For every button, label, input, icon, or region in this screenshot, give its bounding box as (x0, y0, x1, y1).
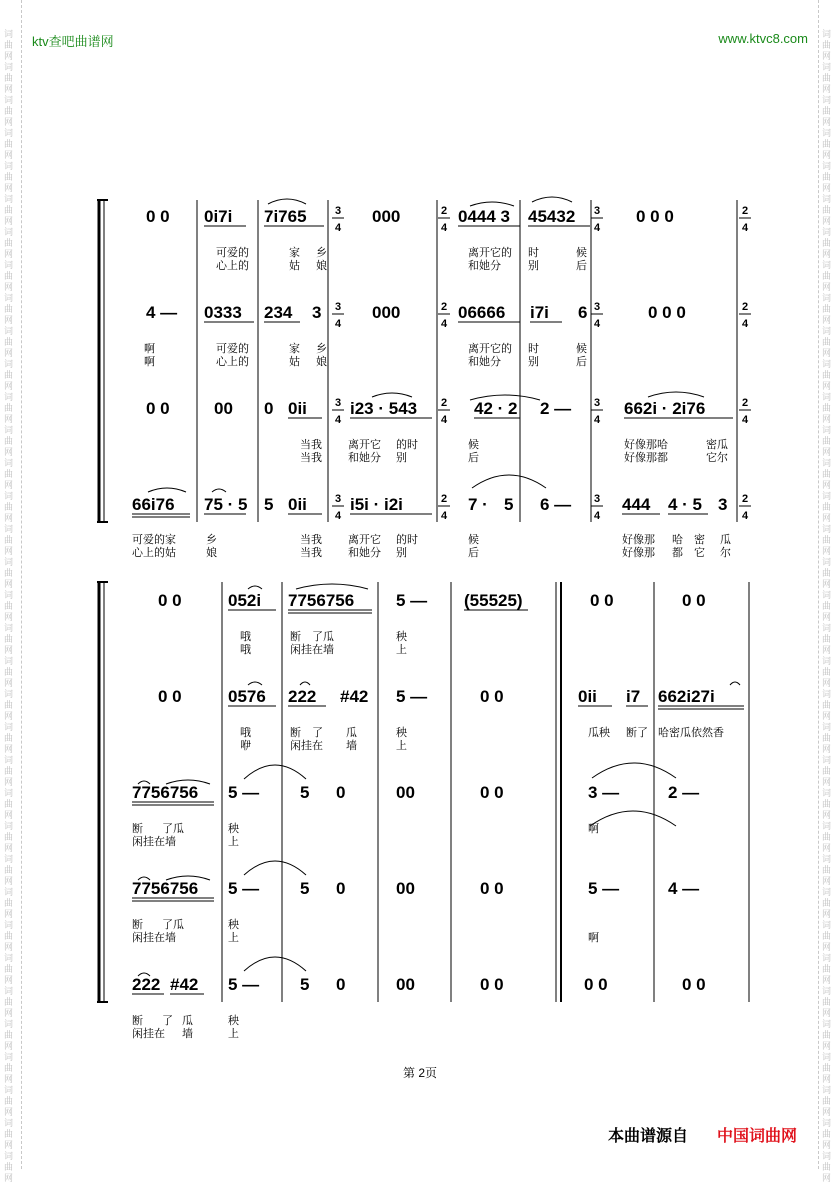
system1-staff4-lyric1-2: 乡 (206, 534, 217, 546)
system1-staff2-note-2: 0333 (204, 303, 242, 322)
system2-staff5-lyric1-3: 瓜 (182, 1015, 193, 1027)
system2-staff2-note-7: 0ii (578, 687, 597, 706)
system1-staff2-lyric2-5: 和她分 (468, 356, 501, 368)
system1-staff1-lyric2-3: 娘 (316, 260, 327, 272)
slur-arc (268, 199, 306, 204)
system1-staff2-lyric1-4: 乡 (316, 343, 327, 355)
system1-staff4-time-bottom: 4 (440, 510, 448, 522)
system2-staff3-lyric1-1: 断 (132, 823, 143, 835)
right-watermark: 词曲网词曲网词曲网词曲网词曲网词曲网词曲网词曲网词曲网词曲网词曲网词曲网词曲网词曲网词曲网词曲网词曲网词曲网词曲网词曲网词曲网词曲网词曲网词曲网词曲网词曲网词曲网词曲网词曲网词曲网词曲网词曲网词曲网词曲网词曲网 (822, 30, 832, 1184)
system1-staff3-time-top: 3 (334, 397, 342, 409)
system2-staff1-lyric2-3: 上 (396, 644, 407, 656)
system1-staff2-time-top: 2 (440, 301, 448, 313)
system1-staff3-lyric2-1: 当我 (300, 452, 322, 464)
system2-staff4-lyric2-1: 闲挂在墙 (132, 932, 176, 944)
system2-staff5-lyric2-3: 上 (228, 1028, 239, 1040)
system2-staff3-note-1: 7756756 (132, 783, 199, 802)
system2-staff3-note-6: 0 0 (480, 783, 504, 802)
system2-staff1-note-7: 0 0 (682, 591, 706, 610)
system1-staff4-lyric2-10: 尔 (720, 547, 731, 559)
system1-staff4-time-bottom: 4 (334, 510, 342, 522)
system2-staff2-lyric1-4: 瓜 (346, 727, 357, 739)
slur-arc (244, 957, 306, 971)
footer-source-label: 本曲谱源自 (608, 1128, 689, 1145)
system2-staff5-lyric1-4: 秧 (228, 1015, 239, 1027)
slur-arc (532, 197, 572, 202)
system2-staff2-note-6: 0 0 (480, 687, 504, 706)
system2-staff3-note-2: 5 — (228, 783, 260, 802)
system2-staff2-note-4: #42 (340, 687, 369, 706)
system2-staff4-lyric2-3: 啊 (588, 932, 599, 944)
system2-staff4-lyric1-2: 了瓜 (162, 919, 184, 931)
system2-staff4-lyric2-2: 上 (228, 932, 239, 944)
system1-staff3-lyric2-5: 好像那都 (624, 452, 668, 464)
system2-staff4-lyric1-1: 断 (132, 919, 143, 931)
system1-staff1-lyric1-5: 时 (528, 247, 539, 259)
system1-staff1-lyric2-5: 别 (528, 260, 539, 272)
system2-staff1-note-3: 7756756 (288, 591, 355, 610)
system2-staff5-lyric1-1: 断 (132, 1015, 143, 1027)
system1-staff2-time-top: 2 (741, 301, 749, 313)
system1-staff3-note-2: 00 (214, 399, 233, 418)
system1-staff4-lyric2-1: 心上的姑 (132, 547, 176, 559)
system1-staff2-note-3: 234 (264, 303, 293, 322)
system2-staff4-note-6: 0 0 (480, 879, 504, 898)
page-number: 第 2页 (402, 1066, 437, 1080)
system2-staff2-lyric2-1: 咿 (240, 740, 251, 752)
system1-staff3-time-top: 2 (741, 397, 749, 409)
system2-staff1-lyric2-2: 闲挂在墙 (290, 644, 334, 656)
system1-staff3-note-8: 42 · 2 (474, 399, 518, 418)
system1-staff3-lyric1-5: 好像那哈 (624, 439, 668, 451)
system1-staff1-time-bottom: 4 (741, 222, 749, 234)
system1-staff4-time-bottom: 4 (741, 510, 749, 522)
system1-staff4-lyric1-9: 密 (694, 534, 705, 546)
system1-staff2-note-10: 6 (578, 303, 588, 322)
system2-staff3-lyric2-1: 闲挂在墙 (132, 836, 176, 848)
system2-staff1-note-6: 0 0 (590, 591, 614, 610)
system2-staff2-lyric1-6: 瓜秧 (588, 727, 610, 739)
system2-staff2-note-5: 5 — (396, 687, 428, 706)
slur-arc (590, 811, 676, 826)
system1-staff3-note-9: 2 — (540, 399, 572, 418)
system1-staff3-time-bottom: 4 (440, 414, 448, 426)
slur-arc (248, 586, 262, 589)
system1-staff2-note-4: 3 (312, 303, 322, 322)
system1-staff4-lyric2-2: 娘 (206, 547, 217, 559)
system2-staff4-note-8: 4 — (668, 879, 700, 898)
system1-staff1-time-bottom: 4 (440, 222, 448, 234)
system1-staff2-lyric2-7: 后 (576, 356, 587, 368)
slur-arc (244, 861, 306, 875)
slur-arc (296, 584, 368, 589)
system2-staff3-note-5: 00 (396, 783, 415, 802)
system2-staff2-note-8: i7 (626, 687, 641, 706)
system2-staff4-note-3: 5 (300, 879, 310, 898)
system1-staff4-note-1: 66i76 (132, 495, 175, 514)
system2-staff2-lyric2-3: 墙 (346, 740, 357, 752)
system1-staff3-lyric2-6: 它尔 (706, 452, 728, 464)
system1-staff2-time-bottom: 4 (741, 318, 749, 330)
system1-staff2-note-6: 000 (372, 303, 401, 322)
system1-staff1-lyric1-6: 候 (576, 247, 587, 259)
system1-staff3-lyric1-2: 离开它 (348, 439, 381, 451)
system2-staff2-lyric1-3: 了 (312, 727, 323, 739)
system2-staff2-lyric1-7: 断了 (626, 727, 648, 739)
system1-staff4-note-6: i5i · i2i (350, 495, 403, 514)
slur-arc (372, 393, 412, 397)
system2-staff5-note-5: 0 (336, 975, 346, 994)
system1-staff4-time-top: 3 (334, 493, 342, 505)
system2-staff2-lyric2-4: 上 (396, 740, 407, 752)
system2-staff3-note-8: 2 — (668, 783, 700, 802)
system1-staff4-lyric2-5: 别 (396, 547, 407, 559)
system1-staff1-time-top: 2 (440, 205, 448, 217)
system1-staff1-time-top: 3 (593, 205, 601, 217)
system1-staff4-lyric2-3: 当我 (300, 547, 322, 559)
system1-staff4-note-12: 444 (622, 495, 651, 514)
system1-staff2-time-bottom: 4 (334, 318, 342, 330)
system1-staff1-lyric2-4: 和她分 (468, 260, 501, 272)
system1-staff3-lyric2-4: 后 (468, 452, 479, 464)
system1-staff3-lyric1-3: 的时 (396, 439, 418, 451)
system1-staff3-time-top: 2 (440, 397, 448, 409)
system2-staff2-lyric1-8: 哈密瓜依然香 (658, 727, 724, 739)
system1-staff4-lyric2-4: 和她分 (348, 547, 381, 559)
system2-staff4-lyric1-3: 秧 (228, 919, 239, 931)
system1-staff3-time-top: 3 (593, 397, 601, 409)
system2-staff1-note-4: 5 — (396, 591, 428, 610)
slur-arc (472, 475, 546, 488)
system1-staff2-lyric2-6: 别 (528, 356, 539, 368)
system1-staff3-lyric2-2: 和她分 (348, 452, 381, 464)
system1-staff1-note-5: 000 (372, 207, 401, 226)
system1-staff1-lyric1-2: 家 (289, 247, 300, 259)
slur-arc (248, 682, 262, 685)
system1-staff4-time-top: 2 (440, 493, 448, 505)
system1-staff4-lyric2-8: 都 (672, 547, 683, 559)
system2-staff2-lyric1-1: 哦 (240, 727, 251, 739)
system1-staff1-time-bottom: 4 (593, 222, 601, 234)
system1-staff4-lyric1-5: 的时 (396, 534, 418, 546)
system1-staff1-note-1: 0 0 (146, 207, 170, 226)
system2-staff5-note-4: 5 (300, 975, 310, 994)
system2-staff4-note-5: 00 (396, 879, 415, 898)
system1-staff1-time-top: 2 (741, 205, 749, 217)
system1-staff1-lyric2-6: 后 (576, 260, 587, 272)
system2-staff5-note-3: 5 — (228, 975, 260, 994)
header-site-name: ktv查吧曲谱网 (32, 34, 114, 49)
system1-staff4-note-9: 5 (504, 495, 514, 514)
system1-staff3-lyric1-6: 密瓜 (706, 439, 728, 451)
system1-staff1-lyric2-2: 姑 (289, 260, 300, 272)
system1-staff4-note-4: 0ii (288, 495, 307, 514)
system2-staff4-note-4: 0 (336, 879, 346, 898)
system1-staff1-note-7: 0444 3 (458, 207, 510, 226)
system1-staff1-lyric2-1: 心上的 (216, 260, 249, 272)
system2-staff3-note-7: 3 — (588, 783, 620, 802)
system2-staff2-lyric1-2: 断 (290, 727, 301, 739)
system2-staff1-note-2: 052i (228, 591, 262, 610)
system2-staff3-lyric1-4: 啊 (588, 823, 599, 835)
system1-staff2-time-top: 3 (593, 301, 601, 313)
system1-staff3-time-bottom: 4 (741, 414, 749, 426)
system1-staff2-lyric2-3: 姑 (289, 356, 300, 368)
system2-staff1-lyric1-2: 断 (290, 631, 301, 643)
system1-staff2-lyric2-4: 娘 (316, 356, 327, 368)
system2-staff1-note-1: 0 0 (158, 591, 182, 610)
system2-staff5-lyric2-1: 闲挂在 (132, 1028, 165, 1040)
system2-staff2-note-9: 662i27i (658, 687, 715, 706)
system2-staff5-note-1: 222 (132, 975, 161, 994)
system1-staff3-note-4: 0ii (288, 399, 307, 418)
left-watermark: 词曲网词曲网词曲网词曲网词曲网词曲网词曲网词曲网词曲网词曲网词曲网词曲网词曲网词曲网词曲网词曲网词曲网词曲网词曲网词曲网词曲网词曲网词曲网词曲网词曲网词曲网词曲网词曲网词曲网词曲网词曲网词曲网词曲网词曲网词曲网 (4, 30, 14, 1184)
system2-staff2-note-2: 0576 (228, 687, 266, 706)
system1-staff2-time-bottom: 4 (593, 318, 601, 330)
system1-staff2-note-9: i7i (530, 303, 549, 322)
slur-arc (148, 488, 186, 492)
system1-staff4-note-8: 7 · (468, 495, 488, 514)
system1-staff4-note-2: 75 · 5 (204, 495, 248, 514)
system2-staff2-note-3: 222 (288, 687, 317, 706)
system1-staff2-lyric2-1: 啊 (144, 356, 155, 368)
system2-staff3-lyric1-2: 了瓜 (162, 823, 184, 835)
system1-staff4-note-3: 5 (264, 495, 274, 514)
system2-staff1-lyric1-4: 秧 (396, 631, 407, 643)
system2-staff5-note-9: 0 0 (682, 975, 706, 994)
system2-staff5-note-8: 0 0 (584, 975, 608, 994)
system2-staff5-note-2: #42 (170, 975, 199, 994)
system2-staff3-lyric1-3: 秧 (228, 823, 239, 835)
system1-staff3-time-bottom: 4 (593, 414, 601, 426)
system2-staff1-lyric2-1: 哦 (240, 644, 251, 656)
system2-staff1-note-5: (55525) (464, 591, 523, 610)
system2-staff1-lyric1-1: 哦 (240, 631, 251, 643)
system1-staff3-lyric1-1: 当我 (300, 439, 322, 451)
system1-staff3-note-6: i23 · 543 (350, 399, 418, 418)
system2-staff3-lyric2-2: 上 (228, 836, 239, 848)
system1-staff4-time-bottom: 4 (593, 510, 601, 522)
slur-arc (470, 202, 514, 206)
system1-staff2-time-bottom: 4 (440, 318, 448, 330)
system1-staff4-lyric1-10: 瓜 (720, 534, 731, 546)
system1-staff1-time-top: 3 (334, 205, 342, 217)
system2-staff2-lyric2-2: 闲挂在 (290, 740, 323, 752)
system1-staff1-note-10: 0 0 0 (636, 207, 674, 226)
slur-arc (730, 682, 740, 685)
system1-staff4-lyric1-8: 哈 (672, 534, 683, 546)
slur-arc (592, 763, 676, 778)
system1-staff2-lyric1-5: 离开它的 (468, 343, 512, 355)
system1-staff2-lyric1-7: 候 (576, 343, 587, 355)
system2-staff5-note-6: 00 (396, 975, 415, 994)
system1-staff3-note-1: 0 0 (146, 399, 170, 418)
slur-arc (212, 489, 226, 492)
slur-arc (300, 682, 310, 685)
system1-staff2-lyric2-2: 心上的 (216, 356, 249, 368)
system1-staff3-time-bottom: 4 (334, 414, 342, 426)
system1-staff4-note-14: 3 (718, 495, 728, 514)
system2-staff2-lyric1-5: 秧 (396, 727, 407, 739)
system1-staff3-note-11: 662i · 2i76 (624, 399, 706, 418)
system1-staff1-lyric1-4: 离开它的 (468, 247, 512, 259)
system1-staff2-note-8: 06666 (458, 303, 506, 322)
system2-staff4-note-1: 7756756 (132, 879, 199, 898)
system1-staff2-lyric1-2: 可爱的 (216, 343, 249, 355)
system1-staff4-time-top: 3 (593, 493, 601, 505)
footer-source-name: 中国词曲网 (717, 1128, 798, 1145)
system1-staff1-time-bottom: 4 (334, 222, 342, 234)
system1-staff4-lyric1-1: 可爱的家 (132, 534, 176, 546)
system2-staff1-lyric1-3: 了瓜 (312, 631, 334, 643)
system1-staff4-lyric2-7: 好像那 (622, 547, 655, 559)
system1-staff4-lyric1-6: 候 (468, 534, 479, 546)
system1-staff2-note-1: 4 — (146, 303, 178, 322)
system1-staff2-time-top: 3 (334, 301, 342, 313)
system1-staff4-lyric1-3: 当我 (300, 534, 322, 546)
system2-staff2-note-1: 0 0 (158, 687, 182, 706)
system2-staff5-note-7: 0 0 (480, 975, 504, 994)
system1-staff4-time-top: 2 (741, 493, 749, 505)
system2-staff4-note-2: 5 — (228, 879, 260, 898)
header-site-url: www.ktvc8.com (718, 31, 808, 46)
system1-staff1-note-3: 7i765 (264, 207, 307, 226)
system2-staff3-note-3: 5 (300, 783, 310, 802)
slur-arc (648, 392, 704, 397)
system1-staff4-lyric1-4: 离开它 (348, 534, 381, 546)
system1-staff4-note-13: 4 · 5 (668, 495, 703, 514)
system1-staff1-lyric1-3: 乡 (316, 247, 327, 259)
system2-staff4-note-7: 5 — (588, 879, 620, 898)
system2-staff3-note-4: 0 (336, 783, 346, 802)
system1-staff3-note-3: 0 (264, 399, 274, 418)
system1-staff4-note-10: 6 — (540, 495, 572, 514)
system1-staff2-lyric1-1: 啊 (144, 343, 155, 355)
system2-staff5-lyric2-2: 墙 (182, 1028, 193, 1040)
system1-staff3-lyric1-4: 候 (468, 439, 479, 451)
slur-arc (244, 765, 306, 779)
system2-staff5-lyric1-2: 了 (162, 1015, 173, 1027)
system1-staff4-lyric2-6: 后 (468, 547, 479, 559)
system1-staff2-note-12: 0 0 0 (648, 303, 686, 322)
system1-staff2-lyric1-6: 时 (528, 343, 539, 355)
system1-staff1-note-2: 0i7i (204, 207, 233, 226)
system1-staff2-lyric1-3: 家 (289, 343, 300, 355)
system1-staff1-note-8: 45432 (528, 207, 576, 226)
system1-staff4-lyric1-7: 好像那 (622, 534, 655, 546)
system1-staff4-lyric2-9: 它 (694, 547, 705, 559)
system1-staff1-lyric1-1: 可爱的 (216, 247, 249, 259)
system1-staff3-lyric2-3: 别 (396, 452, 407, 464)
